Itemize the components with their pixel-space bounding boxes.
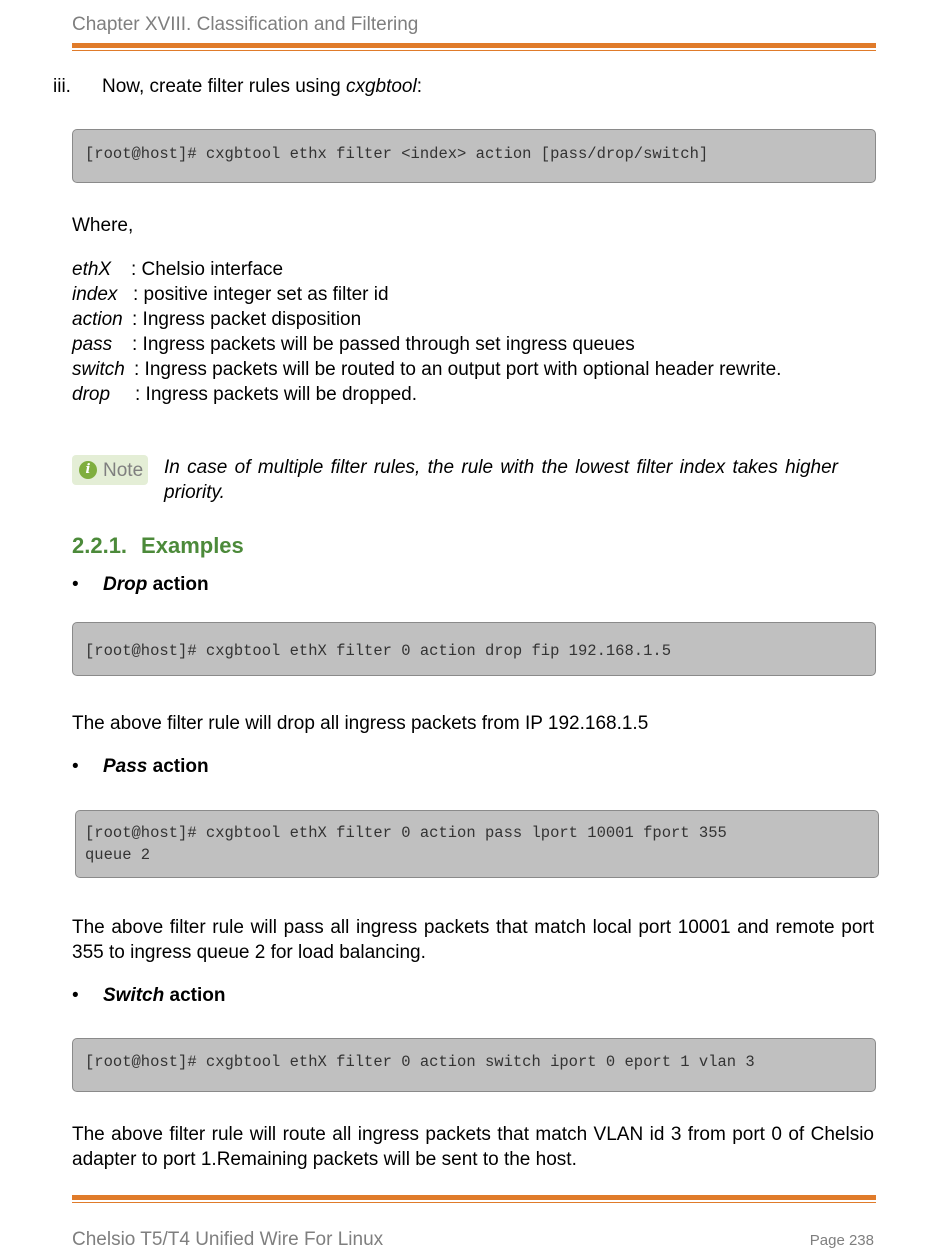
code-line: queue 2 bbox=[85, 846, 151, 864]
info-icon: i bbox=[79, 461, 97, 479]
footer-doc-title: Chelsio T5/T4 Unified Wire For Linux bbox=[72, 1229, 384, 1250]
code-line: [root@host]# cxgbtool ethX filter 0 action drop fip 192.168.1.5 bbox=[85, 642, 671, 660]
definition-desc: : Ingress packet disposition bbox=[132, 309, 362, 330]
code-block-pass bbox=[75, 810, 879, 878]
footer-page-number: Page 238 bbox=[809, 1232, 874, 1249]
step-text-after: : bbox=[416, 76, 423, 97]
bullet-label bbox=[103, 985, 225, 1007]
code-line: [root@host]# cxgbtool ethx filter <index> action [pass/drop/switch] bbox=[85, 145, 709, 163]
code-block-drop bbox=[72, 622, 876, 676]
definition-desc: : Ingress packets will be passed through set ingress queues bbox=[132, 334, 635, 355]
definition-desc: : positive integer set as filter id bbox=[133, 284, 389, 305]
where-label: Where, bbox=[72, 215, 134, 236]
section-number: 2.2.1. bbox=[72, 533, 128, 558]
code-block-syntax bbox=[72, 129, 876, 183]
bullet-label bbox=[103, 756, 209, 778]
definition-term: action bbox=[72, 309, 123, 330]
bullet-dot: • bbox=[72, 756, 79, 777]
chapter-header-title: Chapter XVIII. Classification and Filtering bbox=[72, 14, 419, 35]
definition-desc: : Chelsio interface bbox=[131, 259, 284, 280]
definition-term: index bbox=[72, 284, 118, 305]
bullet-suffix: action bbox=[147, 574, 209, 595]
note-text: In case of multiple filter rules, the rule with the lowest filter index takes higher priority. bbox=[164, 457, 838, 503]
code-block-switch bbox=[72, 1038, 876, 1092]
note-badge bbox=[72, 455, 148, 485]
bullet-suffix: action bbox=[147, 756, 209, 777]
definition-term: drop bbox=[72, 384, 111, 405]
example-description-switch: The above filter rule will route all ingress packets that match VLAN id 3 from port 0 of Chelsio adapter to port 1.Remaining packets will be sent to the host. bbox=[72, 1124, 874, 1170]
bullet-dot: • bbox=[72, 574, 79, 595]
bullet-keyword: Drop bbox=[103, 574, 148, 595]
section-heading bbox=[72, 533, 244, 559]
step-text bbox=[102, 76, 422, 98]
code-line: [root@host]# cxgbtool ethX filter 0 action switch iport 0 eport 1 vlan 3 bbox=[85, 1053, 755, 1071]
example-description-drop: The above filter rule will drop all ingress packets from IP 192.168.1.5 bbox=[72, 713, 649, 734]
definition-term: ethX bbox=[72, 259, 112, 280]
definition-term: switch bbox=[72, 359, 125, 380]
code-line: [root@host]# cxgbtool ethX filter 0 action pass lport 10001 fport 355 bbox=[85, 824, 727, 842]
header-rule-thin bbox=[72, 50, 876, 51]
bullet-suffix: action bbox=[164, 985, 226, 1006]
step-text-before: Now, create filter rules using bbox=[102, 76, 346, 97]
header-rule-thick bbox=[72, 43, 876, 48]
definition-desc: : Ingress packets will be routed to an output port with optional header rewrite. bbox=[134, 359, 782, 380]
step-number: iii. bbox=[53, 76, 71, 97]
step-tool-name: cxgbtool bbox=[345, 76, 417, 97]
bullet-label bbox=[103, 574, 209, 596]
definition-term: pass bbox=[72, 334, 113, 355]
definition-desc: : Ingress packets will be dropped. bbox=[135, 384, 417, 405]
example-description-pass: The above filter rule will pass all ingress packets that match local port 10001 and remote port 355 to ingress queue 2 for load balancing. bbox=[72, 917, 874, 963]
bullet-keyword: Pass bbox=[103, 756, 148, 777]
section-title: Examples bbox=[141, 533, 244, 558]
footer-rule-thick bbox=[72, 1195, 876, 1200]
bullet-dot: • bbox=[72, 985, 79, 1006]
footer-rule-thin bbox=[72, 1202, 876, 1203]
bullet-keyword: Switch bbox=[103, 985, 165, 1006]
note-label: Note bbox=[103, 460, 144, 481]
